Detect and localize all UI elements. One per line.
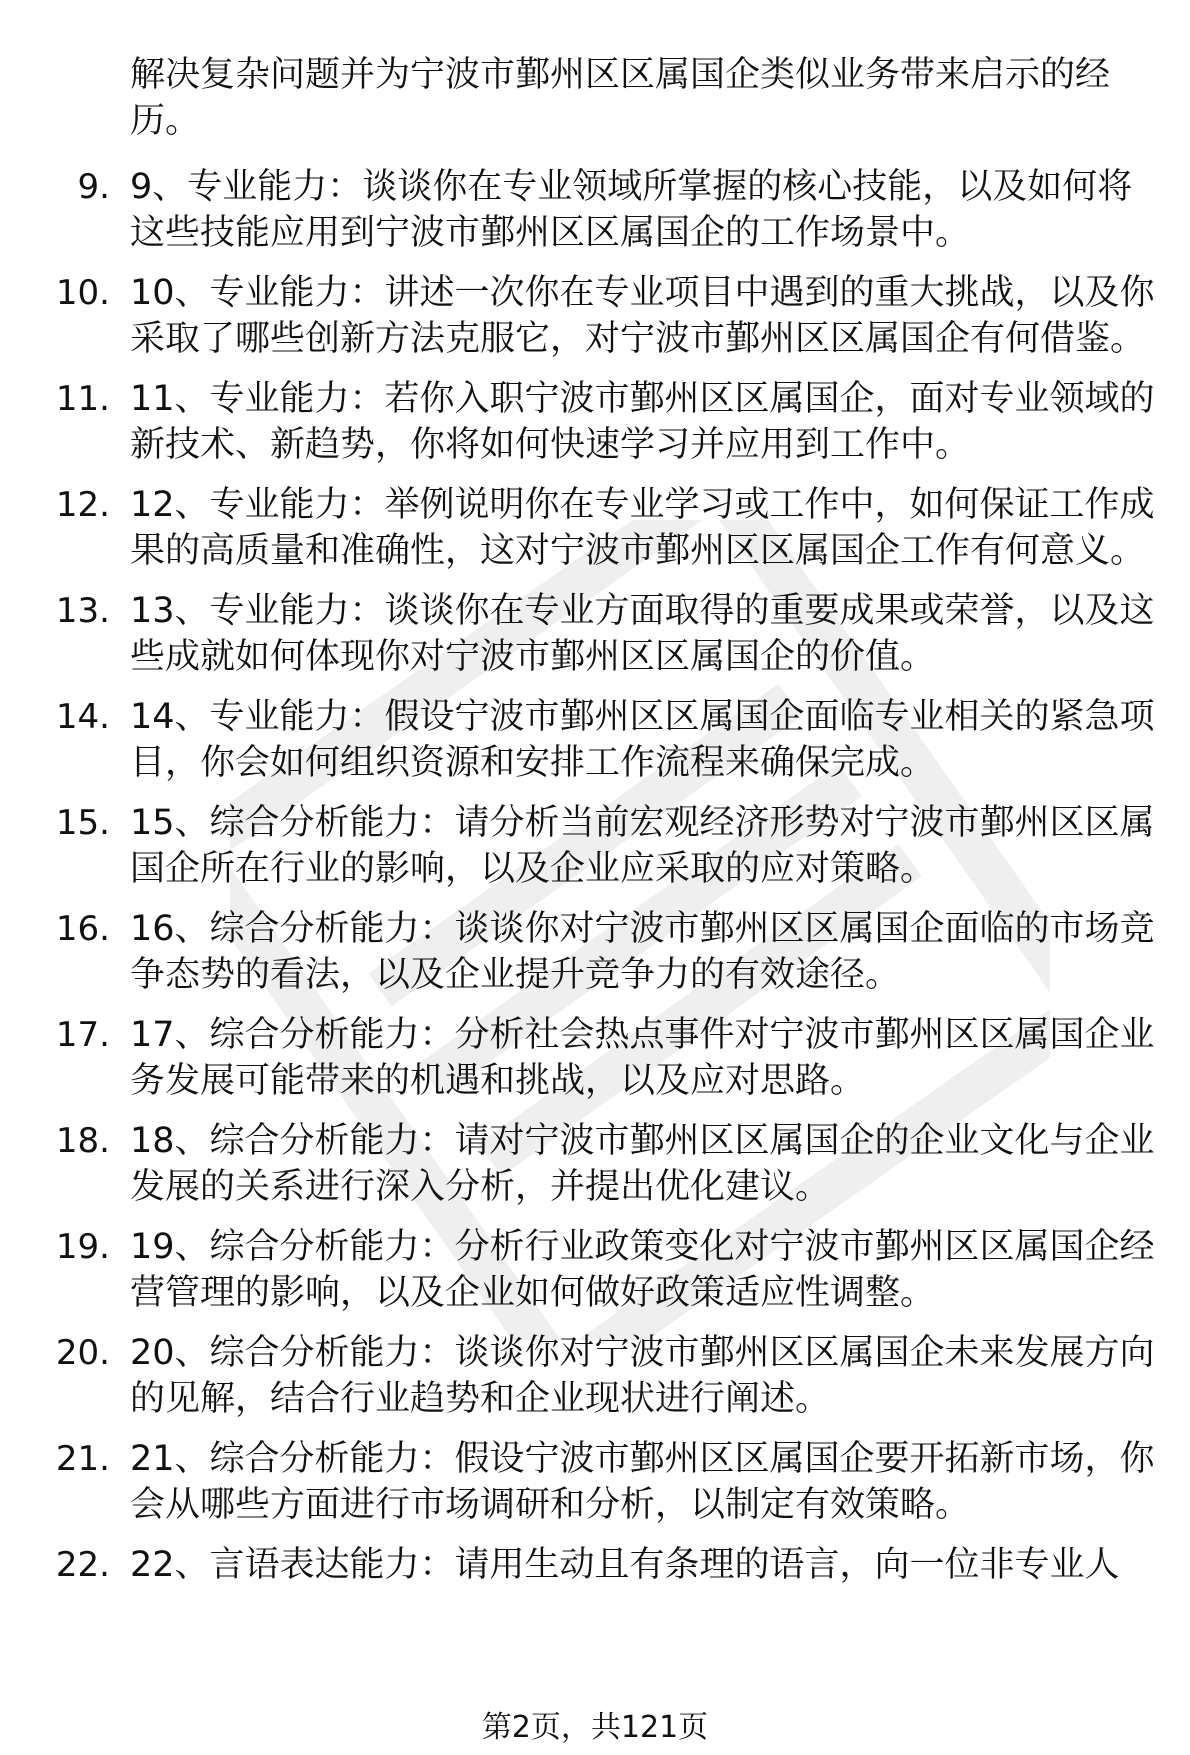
item-number: 16.: [55, 909, 110, 949]
item-text: 22、言语表达能力：请用生动且有条理的语言，向一位非专业人: [130, 1545, 1120, 1585]
item-number: 13.: [55, 591, 110, 631]
item-number: 20.: [55, 1333, 110, 1373]
list-item: [0, 800, 1190, 892]
item-number: 11.: [55, 379, 110, 419]
list-item: [0, 1330, 1190, 1422]
item-number: 9.: [77, 167, 110, 207]
list-item: [0, 1224, 1190, 1316]
item-text: 18、综合分析能力：请对宁波市鄞州区区属国企的企业文化与企业发展的关系进行深入分析，并提出优化建议。: [130, 1121, 1155, 1207]
item-text: 11、专业能力：若你入职宁波市鄞州区区属国企，面对专业领域的新技术、新趋势，你将如何快速学习并应用到工作中。: [130, 379, 1155, 465]
item-number: 12.: [55, 485, 110, 525]
item-number: 17.: [55, 1015, 110, 1055]
item-number: 14.: [55, 697, 110, 737]
item-text: 19、综合分析能力：分析行业政策变化对宁波市鄞州区区属国企经营管理的影响，以及企业如何做好政策适应性调整。: [130, 1227, 1155, 1313]
item-text: 21、综合分析能力：假设宁波市鄞州区区属国企要开拓新市场，你会从哪些方面进行市场调研和分析，以制定有效策略。: [130, 1439, 1155, 1525]
list-item: [0, 270, 1190, 362]
list-item: [0, 1542, 1190, 1588]
list-item: [0, 588, 1190, 680]
item-text: 20、综合分析能力：谈谈你对宁波市鄞州区区属国企未来发展方向的见解，结合行业趋势和企业现状进行阐述。: [130, 1333, 1155, 1419]
item-number: 10.: [55, 273, 110, 313]
list-item: [0, 1436, 1190, 1528]
page-number-footer: 第2页，共121页: [481, 1710, 709, 1745]
list-item: [0, 906, 1190, 998]
item-text: 14、专业能力：假设宁波市鄞州区区属国企面临专业相关的紧急项目，你会如何组织资源和安排工作流程来确保完成。: [130, 697, 1155, 783]
list-item: [0, 482, 1190, 574]
item-text: 17、综合分析能力：分析社会热点事件对宁波市鄞州区区属国企业务发展可能带来的机遇和挑战，以及应对思路。: [130, 1015, 1155, 1101]
item-text: 13、专业能力：谈谈你在专业方面取得的重要成果或荣誉，以及这些成就如何体现你对宁波市鄞州区区属国企的价值。: [130, 591, 1155, 677]
item-text: 10、专业能力：讲述一次你在专业项目中遇到的重大挑战，以及你采取了哪些创新方法克服它，对宁波市鄞州区区属国企有何借鉴。: [130, 273, 1155, 359]
item-text: 12、专业能力：举例说明你在专业学习或工作中，如何保证工作成果的高质量和准确性，这对宁波市鄞州区区属国企工作有何意义。: [130, 485, 1155, 571]
list-item: [0, 1118, 1190, 1210]
list-item: [0, 376, 1190, 468]
item-number: 21.: [55, 1439, 110, 1479]
item-text: 9、专业能力：谈谈你在专业领域所掌握的核心技能，以及如何将这些技能应用到宁波市鄞州区区属国企的工作场景中。: [130, 167, 1133, 253]
item-text: 15、综合分析能力：请分析当前宏观经济形势对宁波市鄞州区区属国企所在行业的影响，以及企业应采取的应对策略。: [130, 803, 1155, 889]
item-number: 19.: [55, 1227, 110, 1267]
list-item: [0, 164, 1190, 256]
continuation-text: 解决复杂问题并为宁波市鄞州区区属国企类似业务带来启示的经历。: [130, 55, 1111, 141]
item-number: 15.: [55, 803, 110, 843]
item-number: 18.: [55, 1121, 110, 1161]
list-item: [0, 694, 1190, 786]
list-item: [0, 1012, 1190, 1104]
question-list: [0, 164, 1190, 1602]
item-number: 22.: [55, 1545, 110, 1585]
item-text: 16、综合分析能力：谈谈你对宁波市鄞州区区属国企面临的市场竞争态势的看法，以及企业提升竞争力的有效途径。: [130, 909, 1155, 995]
